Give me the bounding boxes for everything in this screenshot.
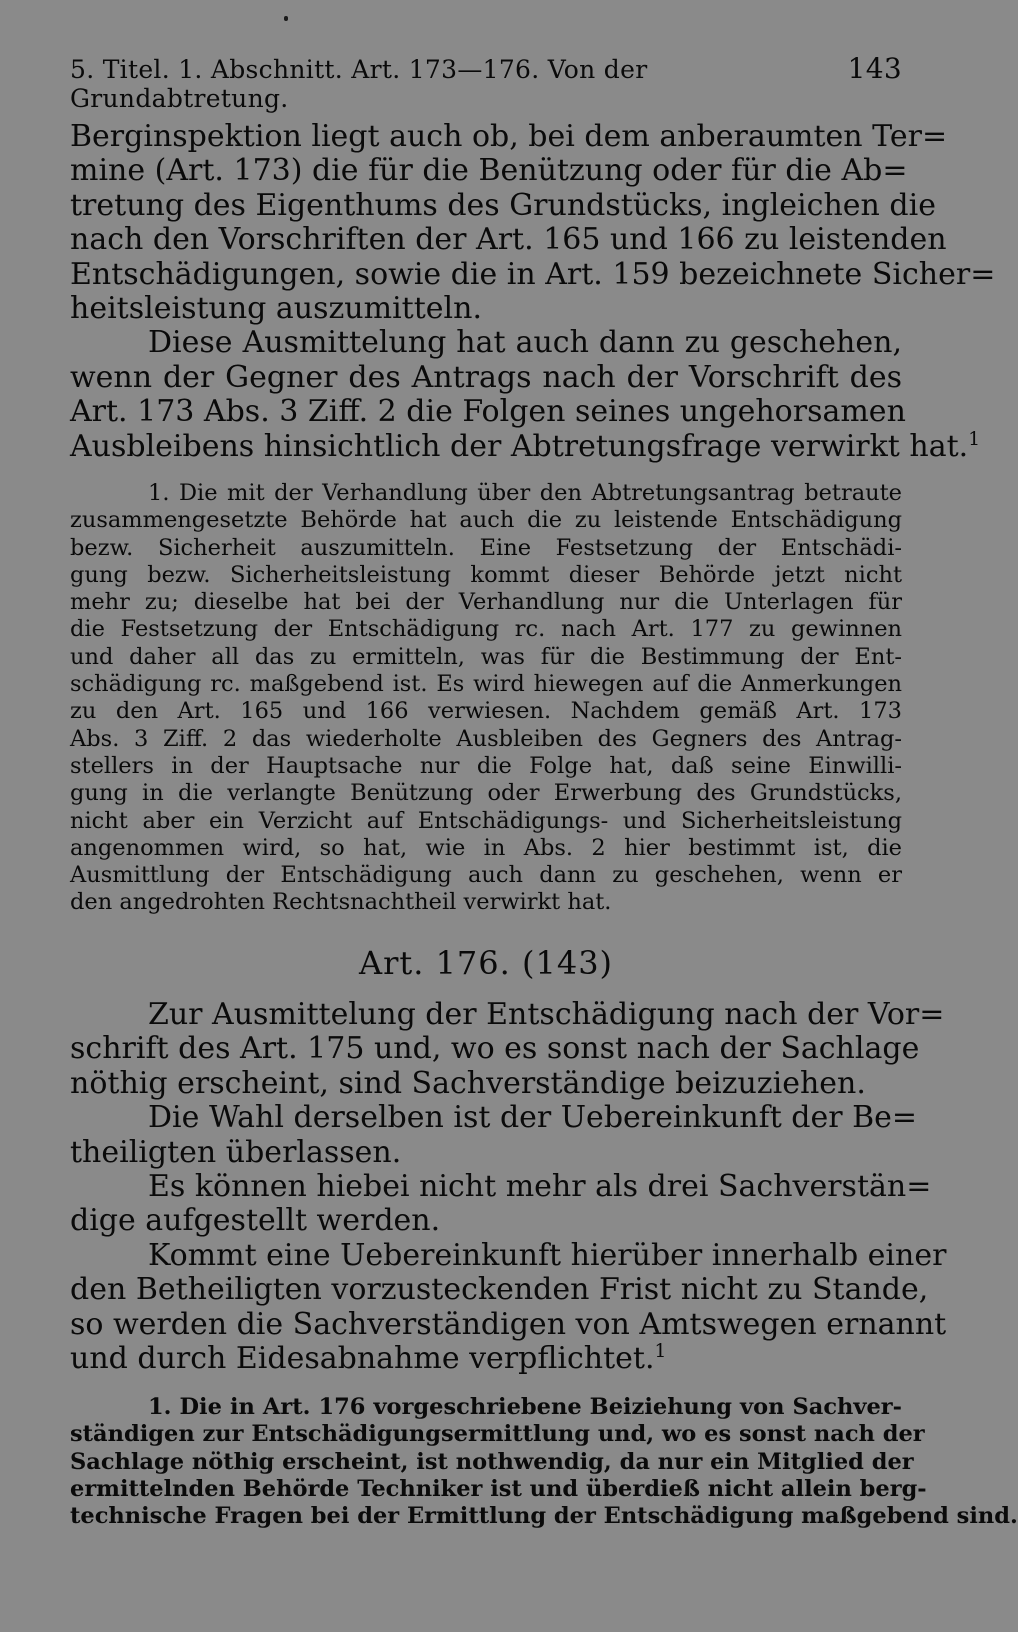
footnote-line: gung bezw. Sicherheitsleistung kommt dieser Behörde jetzt nicht: [70, 561, 902, 588]
art175-text: [70, 119, 996, 464]
footnote-line: stellers in der Hauptsache nur die Folge hat, daß seine Einwilli-: [70, 752, 902, 779]
article-heading: Art. 176. (143): [358, 944, 614, 982]
footnote-line: Abs. 3 Ziff. 2 das wiederholte Ausbleiben des Gegners des Antrag-: [70, 725, 902, 752]
text-line: Die Wahl derselben ist der Uebereinkunft der Be=: [148, 1100, 918, 1136]
footnote-line: gung in die verlangte Benützung oder Erwerbung des Grundstücks,: [70, 780, 902, 807]
footnote-line: nicht aber ein Verzicht auf Entschädigungs- und Sicherheitsleistung: [70, 807, 902, 834]
text-line: Zur Ausmittelung der Entschädigung nach der Vor=: [148, 997, 945, 1032]
page-number: 143: [847, 52, 902, 85]
footnote-line: zusammengesetzte Behörde hat auch die zu leistende Entschädigung: [70, 507, 902, 534]
running-header: [70, 52, 902, 113]
text-line: den Betheiligten vorzusteckenden Frist nicht zu Stande,: [70, 1272, 929, 1308]
text-line: Kommt eine Uebereinkunft hierüber innerhalb einer: [148, 1237, 947, 1273]
footnote-line: den angedrohten Rechtsnachtheil verwirkt hat.: [70, 889, 612, 916]
footnote-line: die Festsetzung der Entschädigung rc. nach Art. 177 zu gewinnen: [70, 616, 902, 643]
text-line: Berginspektion liegt auch ob, bei dem anberaumten Ter=: [70, 119, 948, 154]
footnote-line: technische Fragen bei der Ermittlung der Entschädigung maßgebend sind.: [70, 1503, 1018, 1530]
text-line: Entschädigungen, sowie die in Art. 159 bezeichnete Sicher=: [70, 256, 996, 292]
text-line: schrift des Art. 175 und, wo es sonst nach der Sachlage: [70, 1031, 920, 1067]
text-line: nach den Vorschriften der Art. 165 und 166 zu leistenden: [70, 222, 947, 258]
footnote-line: Sachlage nöthig erscheint, ist nothwendig, da nur ein Mitglied der: [70, 1448, 914, 1475]
text-line-content: Ausbleibens hinsichtlich der Abtretungsfrage verwirkt hat.: [70, 428, 969, 464]
footnote-line: 1. Die mit der Verhandlung über den Abtretungsantrag betraute: [148, 480, 902, 506]
text-line: tretung des Eigenthums des Grundstücks, ingleichen die: [70, 187, 936, 223]
footnote-line: zu den Art. 165 und 166 verwiesen. Nachdem gemäß Art. 173: [70, 698, 902, 725]
footnote-line: Ausmittlung der Entschädigung auch dann zu geschehen, wenn er: [70, 862, 902, 889]
footnote-marker: 1: [968, 428, 981, 450]
print-speck: [284, 16, 288, 21]
running-title: 5. Titel. 1. Abschnitt. Art. 173—176. Von der Grundabtretung.: [70, 55, 648, 113]
footnote-line: mehr zu; dieselbe hat bei der Verhandlung nur die Unterlagen für: [70, 589, 902, 616]
text-line: theiligten überlassen.: [70, 1134, 402, 1170]
text-line: Diese Ausmittelung hat auch dann zu geschehen,: [148, 325, 902, 361]
text-line-content: und durch Eidesabnahme verpflichtet.: [70, 1340, 655, 1376]
text-line: Es können hiebei nicht mehr als drei Sachverstän=: [148, 1168, 932, 1204]
text-line: nöthig erscheint, sind Sachverständige beizuziehen.: [70, 1065, 866, 1101]
text-line: so werden die Sachverständigen von Amtswegen ernannt: [70, 1306, 947, 1342]
text-line: [70, 428, 981, 464]
footnote-line: ermittelnden Behörde Techniker ist und überdieß nicht allein berg-: [70, 1475, 927, 1502]
text-line: Art. 173 Abs. 3 Ziff. 2 die Folgen seines ungehorsamen: [70, 394, 906, 430]
footnote-line: angenommen wird, so hat, wie in Abs. 2 hier bestimmt ist, die: [70, 834, 902, 861]
text-line: wenn der Gegner des Antrags nach der Vorschrift des: [70, 359, 902, 395]
text-line: mine (Art. 173) die für die Benützung oder für die Ab=: [70, 153, 908, 189]
text-line: heitsleistung auszumitteln.: [70, 290, 482, 326]
text-line: [70, 1342, 902, 1376]
footnote-2: [70, 1394, 1018, 1530]
footnote-marker: 1: [654, 1340, 667, 1362]
footnote-line: schädigung rc. maßgebend ist. Es wird hiewegen auf die Anmerkungen: [70, 671, 902, 698]
footnote-line: bezw. Sicherheit auszumitteln. Eine Festsetzung der Entschädi-: [70, 534, 902, 561]
text-line: dige aufgestellt werden.: [70, 1203, 441, 1239]
footnote-line: ständigen zur Entschädigungsermittlung und, wo es sonst nach der: [70, 1421, 925, 1448]
art176-text: [70, 997, 947, 1376]
footnote-line: und daher all das zu ermitteln, was für die Bestimmung der Ent-: [70, 643, 902, 670]
footnote-line: 1. Die in Art. 176 vorgeschriebene Beiziehung von Sachver-: [148, 1394, 902, 1420]
footnote-1: [70, 480, 902, 917]
